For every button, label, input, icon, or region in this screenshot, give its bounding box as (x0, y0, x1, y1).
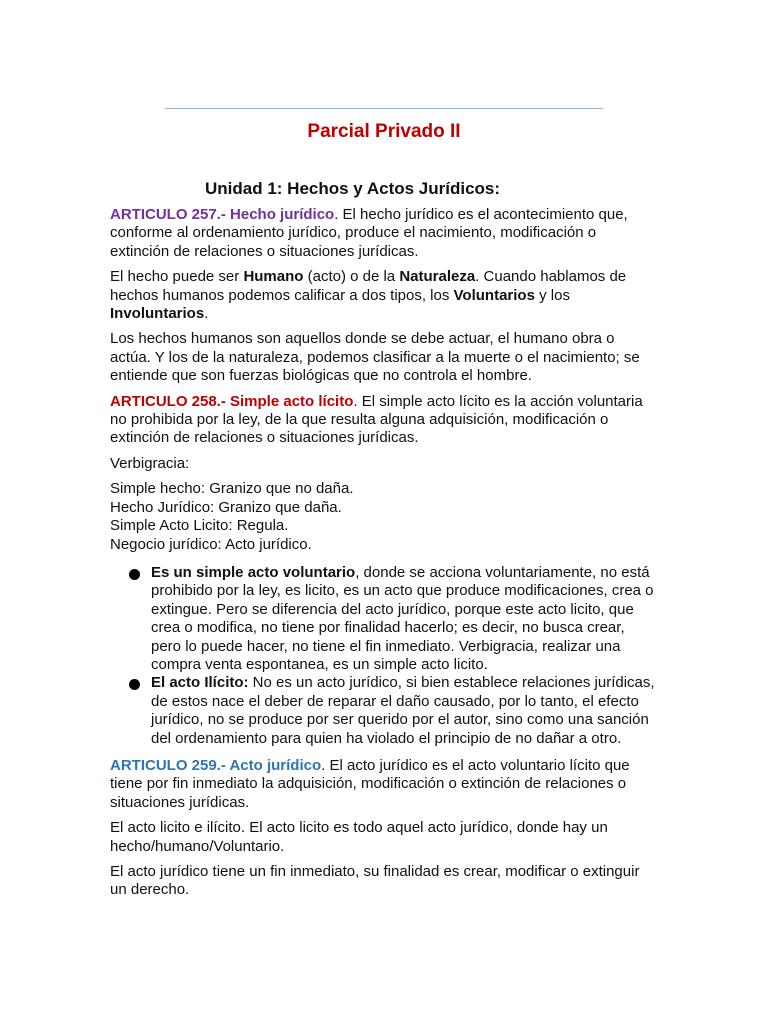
bold-humano: Humano (243, 268, 304, 286)
bullet-list (110, 564, 658, 748)
bullet-dot-icon (129, 679, 140, 690)
paragraph-art258 (110, 393, 658, 448)
bullet-text: No es un acto jurídico, si bien establece relaciones jurídicas, de estos nace el deber de reparar el daño causado, por lo tanto, el efecto jurídico, no se produce por ser querido por el autor, sino como una sanción del ordenamiento para quien ha violado el principio de no dañar a otro. (151, 674, 655, 747)
text-run: El hecho puede ser (110, 268, 244, 286)
paragraph-verbigracia: Verbigracia: (110, 454, 190, 472)
paragraph-art257 (110, 206, 658, 261)
paragraph-art259 (110, 757, 658, 812)
example-line: Simple Acto Licito: Regula. (110, 517, 289, 535)
unit-heading: Unidad 1: Hechos y Actos Jurídicos: (205, 179, 501, 198)
bullet-bold: Es un simple acto voluntario (151, 563, 356, 581)
paragraph-acto-fin: El acto jurídico tiene un fin inmediato, su finalidad es crear, modificar o extinguir un derecho. (110, 863, 640, 899)
bullet-item-acto-ilicito (110, 674, 658, 748)
bold-involuntarios: Involuntarios (110, 305, 205, 323)
examples-list (110, 480, 658, 554)
paragraph-acto-licito: El acto licito e ilícito. El acto licito es todo aquel acto jurídico, donde hay un hecho/humano/Voluntario. (110, 819, 608, 855)
example-line: Hecho Jurídico: Granizo que daña. (110, 498, 342, 516)
bullet-dot-icon (129, 569, 140, 580)
article-258-text: . El simple acto lícito es la acción voluntaria no prohibida por la ley, de la que resulta alguna adquisición, modificación o extinción de relaciones o situaciones jurídicas. (110, 392, 643, 447)
bullet-bold: El acto Ilícito: (151, 674, 249, 692)
bold-voluntarios: Voluntarios (453, 286, 535, 304)
paragraph-hechos-humanos: Los hechos humanos son aquellos donde se debe actuar, el humano obra o actúa. Y los de la naturaleza, podemos clasificar a la muerte o el nacimiento; se entiende que son fuerzas biológicas que no controla el hombre. (110, 330, 640, 385)
article-258-label: ARTICULO 258.- Simple acto lícito (110, 392, 354, 410)
document-title: Parcial Privado II (307, 121, 461, 142)
document-body (110, 206, 658, 907)
article-259-label: ARTICULO 259.- Acto jurídico (110, 756, 322, 774)
article-257-text: . El hecho jurídico es el acontecimiento que, conforme al ordenamiento jurídico, produce el nacimiento, modificación o extinción de relaciones o situaciones jurídicas. (110, 206, 628, 260)
example-line: Negocio jurídico: Acto jurídico. (110, 535, 312, 553)
text-run: . Cuando hablamos de hechos humanos podemos calificar a dos tipos, los (110, 268, 627, 304)
text-run: (acto) o de la (303, 268, 400, 286)
bullet-item-simple-acto (110, 564, 658, 674)
bold-naturaleza: Naturaleza (399, 268, 476, 286)
article-259-text: . El acto jurídico es el acto voluntario lícito que tiene por fin inmediato la adquisición, modificación o extinción de relaciones o situaciones jurídicas. (110, 756, 630, 811)
paragraph-hecho-tipos (110, 268, 658, 323)
text-run: . (204, 305, 209, 323)
header-rule (165, 108, 603, 109)
article-257-label: ARTICULO 257.- Hecho jurídico (110, 206, 335, 223)
bullet-text: , donde se acciona voluntariamente, no está prohibido por la ley, es licito, es un acto que produce modificaciones, crea o extingue. Pero se diferencia del acto jurídico, porque este acto licito, que crea o modifica, no tiene por finalidad hacerlo; es decir, no busca crear, pero lo puede hacer, no tiene el fin inmediato. Verbigracia, realizar una compra venta espontanea, es un simple acto licito. (151, 563, 654, 673)
example-line: Simple hecho: Granizo que no daña. (110, 480, 354, 498)
text-run: y los (534, 286, 570, 304)
